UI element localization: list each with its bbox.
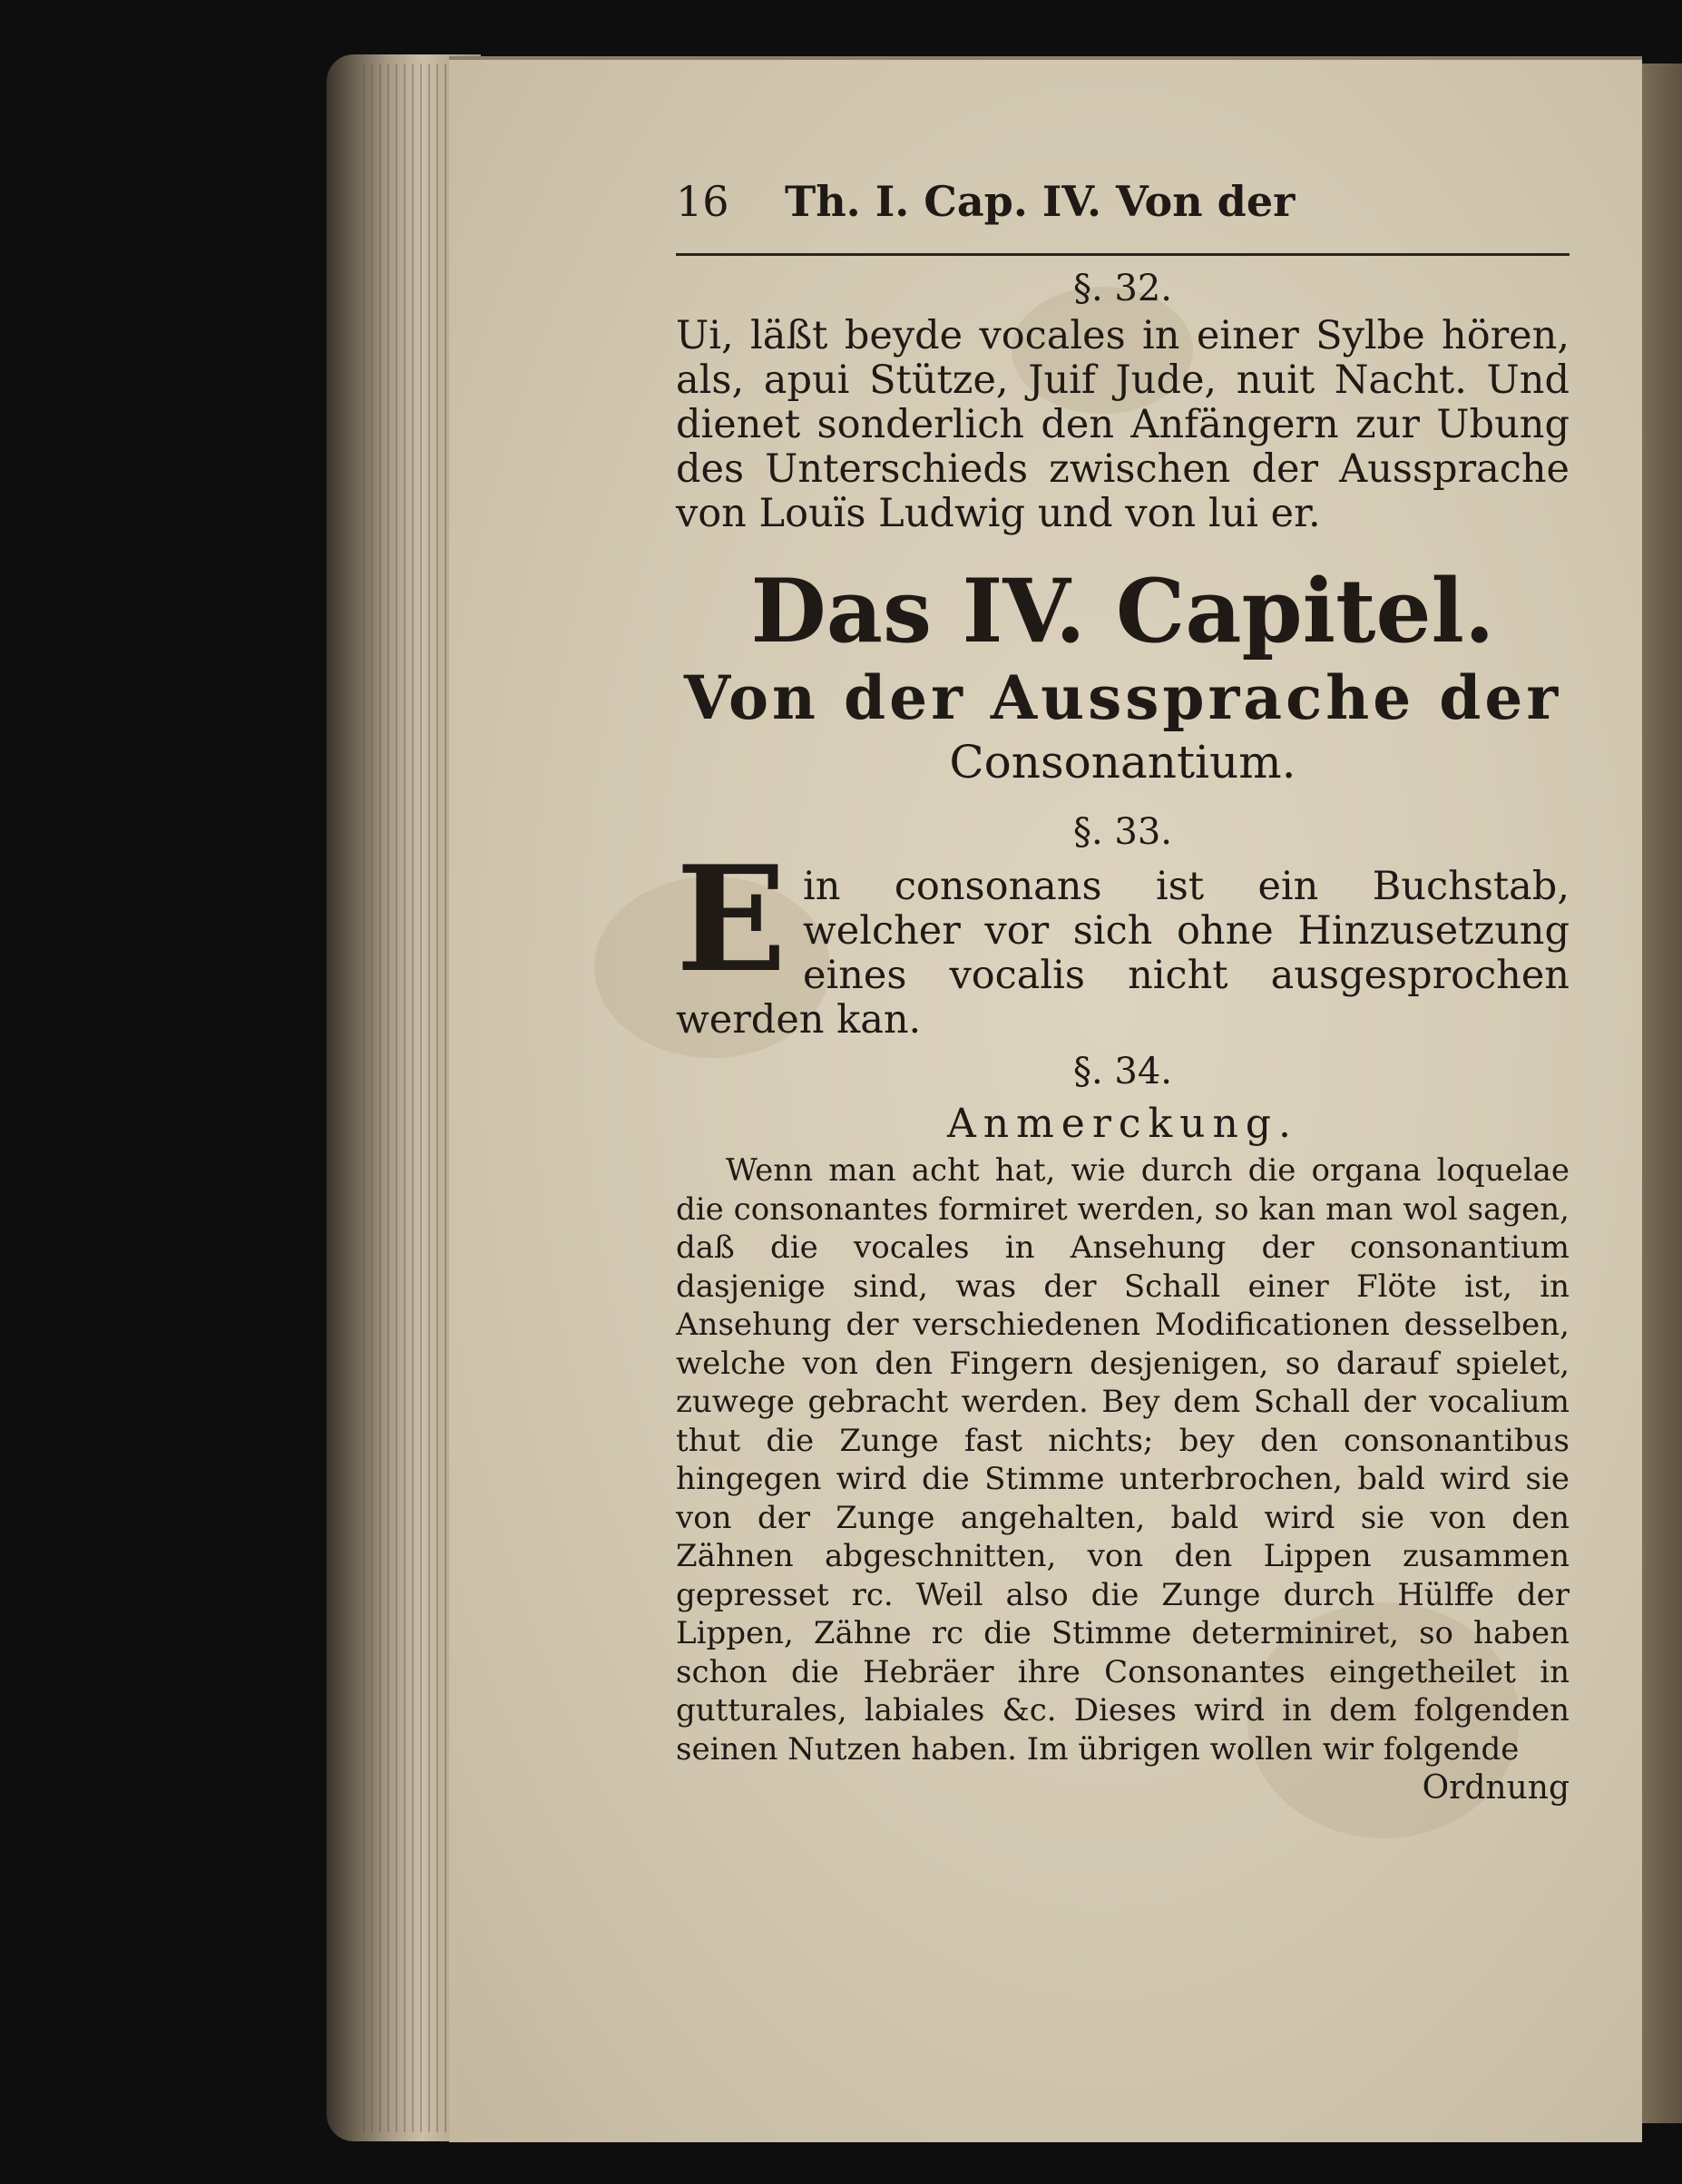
section-33-number: §. 33. bbox=[1072, 811, 1173, 853]
section-34-number: §. 34. bbox=[1072, 1051, 1173, 1092]
facing-page-edge bbox=[1642, 64, 1682, 2123]
header-rule bbox=[676, 253, 1570, 256]
running-header bbox=[676, 177, 1570, 240]
drop-cap: E bbox=[676, 834, 787, 1004]
section-34-text: Wenn man acht hat, wie durch die organa loquelae die consonantes formiret werden, so kan man wol sagen, daß die vocales in Ansehung der consonantium dasjenige sind, was der Schall einer Flöte ist, in Ansehung der verschiedenen Modificationen desselben, welche von den Fingern desjenigen, so darauf spielet, zuwege gebracht werden. Bey dem Schall der vocalium thut die Zunge fast nichts; bey den consonantibus hingegen wird die Stimme unterbrochen, bald wird sie von der Zunge angehalten, bald wird sie von den Zähnen abgeschnitten, von den Lippen zusammen gepresset rc. Weil also die Zunge durch Hülffe der Lippen, Zähne rc die Stimme determiniret, so haben schon die Hebräer ihre Consonantes eingetheilet in gutturales, labiales &c. Dieses wird in dem folgenden seinen Nutzen haben. Im übrigen wollen wir folgende bbox=[676, 1152, 1570, 1768]
chapter-title: Das IV. Capitel. bbox=[750, 560, 1495, 662]
running-title: Th. I. Cap. IV. Von der bbox=[785, 177, 1296, 226]
catchword: Ordnung bbox=[1422, 1769, 1570, 1807]
chapter-subtitle-2: Consonantium. bbox=[949, 736, 1296, 788]
text-block bbox=[676, 177, 1570, 1808]
chapter-subtitle: Von der Aussprache der bbox=[683, 662, 1562, 733]
section-32-text: Ui, läßt beyde vocales in einer Sylbe hören, als, apui Stütze, Juif Jude, nuit Nacht. Und dienet sonderlich den Anfängern zur Ubung des Unterschieds zwischen der Aussprache von Louïs Ludwig und von lui er. bbox=[676, 313, 1570, 536]
section-32-number: §. 32. bbox=[1072, 268, 1173, 309]
section-33-text: in consonans ist ein Buchstab, welcher vor sich ohne Hinzusetzung eines vocalis nicht ausgesprochen werden kan. bbox=[676, 864, 1570, 1043]
section-33-block bbox=[676, 834, 1570, 1043]
section-34-heading: Anmerckung. bbox=[946, 1101, 1299, 1147]
page-number: 16 bbox=[676, 177, 729, 226]
